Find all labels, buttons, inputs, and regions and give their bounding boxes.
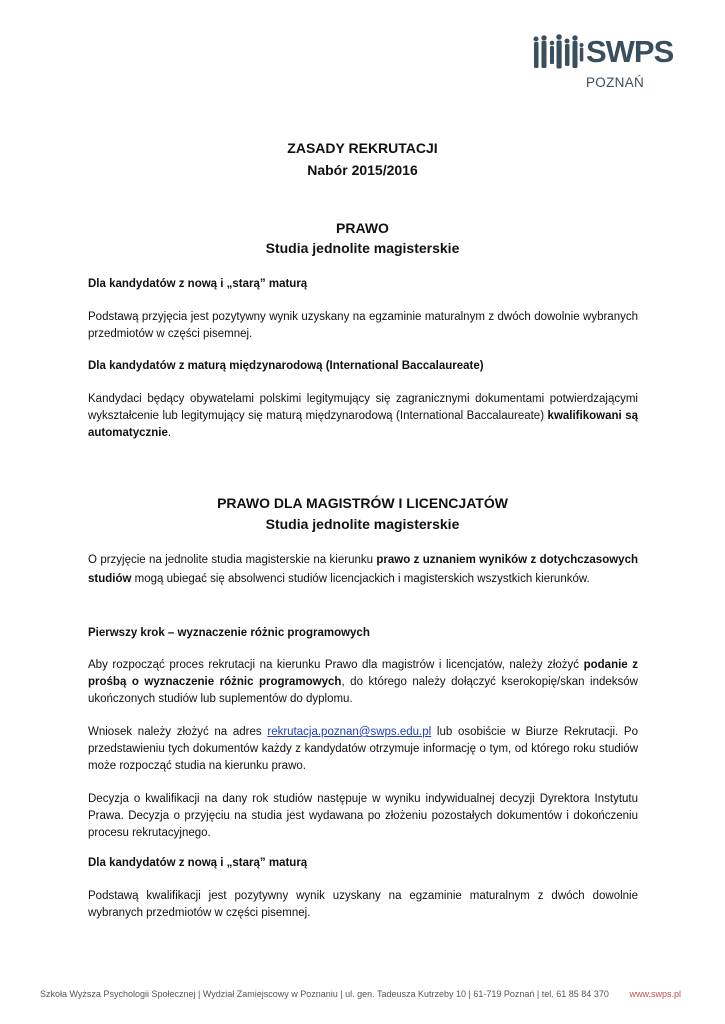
s2p1-text: O przyjęcie na jednolite studia magisterskie na kierunku [88, 554, 374, 566]
section2-paragraph-5: Podstawą kwalifikacji jest pozytywny wynik uzyskany na egzaminie maturalnym z dwóch dowolnie wybranych przedmiotów w części pisemnej. [88, 890, 638, 919]
section1-paragraph-2 [88, 391, 638, 442]
section1-heading-1: Dla kandydatów z nową i „starą” maturą [88, 278, 308, 290]
footer-website-link[interactable]: www.swps.pl [629, 989, 681, 999]
email-link[interactable]: rekrutacja.poznan@swps.edu.pl [267, 726, 432, 738]
section2-paragraph-4: Decyzja o kwalifikacji na dany rok studiów następuje w wyniku indywidualnej decyzji Dyrektora Instytutu Prawa. Decyzja o przyjęciu na studia jest wydawana po złożeniu pozostałych dokumentów i dokończeniu procesu rekrutacyjnego. [88, 793, 638, 839]
s2p1-bold: prawo z uznaniem wyników z dotychczasowych studiów [88, 554, 638, 585]
section1-paragraph-1: Podstawą przyjęcia jest pozytywny wynik uzyskany na egzaminie maturalnym z dwóch dowolnie wybranych przedmiotów w części pisemnej. [88, 311, 638, 340]
s2p3-end: lub osobiście w Biurze Rekrutacji. Po przedstawieniu tych dokumentów każdy z kandydatów otrzymuje informację o tym, od którego roku studiów może rozpocząć studia na kierunku prawo. [88, 726, 638, 772]
s2p2-text: Aby rozpocząć proces rekrutacji na kierunku Prawo dla magistrów i licencjatów, należy złożyć [88, 659, 580, 671]
logo-wordmark: SWPS [586, 34, 674, 69]
section2-title: PRAWO DLA MAGISTRÓW I LICENCJATÓW [217, 495, 508, 511]
p2-text: Kandydaci będący obywatelami polskimi legitymujący się zagranicznymi dokumentami potwierdzającymi wykształcenie lub legitymujący się maturą międzynarodową (International Baccalaureate) [88, 393, 638, 422]
section2-heading-1: Pierwszy krok – wyznaczenie różnic programowych [88, 627, 370, 639]
section2-paragraph-1 [88, 551, 638, 589]
people-silhouettes-icon [532, 34, 584, 74]
swps-logo [532, 34, 692, 94]
s2p3-text: Wniosek należy złożyć na adres [88, 726, 262, 738]
s2p2-end: , do którego należy dołączyć kserokopię/skan indeksów ukończonych studiów lub suplementów do dyplomu. [88, 676, 638, 705]
doc-subtitle: Nabór 2015/2016 [307, 162, 418, 178]
s2p1-end: mogą ubiegać się absolwenci studiów licencjackich i magisterskich wszystkich kierunków. [134, 573, 590, 585]
logo-city: POZNAŃ [586, 75, 645, 90]
section2-paragraph-2 [88, 657, 638, 708]
p2-bold: kwalifikowani są automatycznie [88, 410, 638, 439]
section1-subtitle: Studia jednolite magisterskie [265, 240, 460, 256]
doc-title: ZASADY REKRUTACJI [287, 140, 438, 156]
section2-subtitle: Studia jednolite magisterskie [265, 516, 460, 532]
p2-end: . [167, 427, 172, 439]
s2p2-bold: podanie z prośbą o wyznaczenie różnic programowych [88, 659, 638, 688]
section2-paragraph-3 [88, 724, 638, 775]
footer-address: Szkoła Wyższa Psychologii Społecznej | Wydział Zamiejscowy w Poznaniu | ul. gen. Tadeusza Kutrzeby 10 | 61-719 Poznań | tel. 61 85 84 370 [40, 989, 609, 999]
section1-title: PRAWO [336, 220, 389, 236]
section1-heading-2: Dla kandydatów z maturą międzynarodową (International Baccalaureate) [88, 360, 484, 372]
section2-heading-2: Dla kandydatów z nową i „starą” maturą [88, 857, 308, 869]
